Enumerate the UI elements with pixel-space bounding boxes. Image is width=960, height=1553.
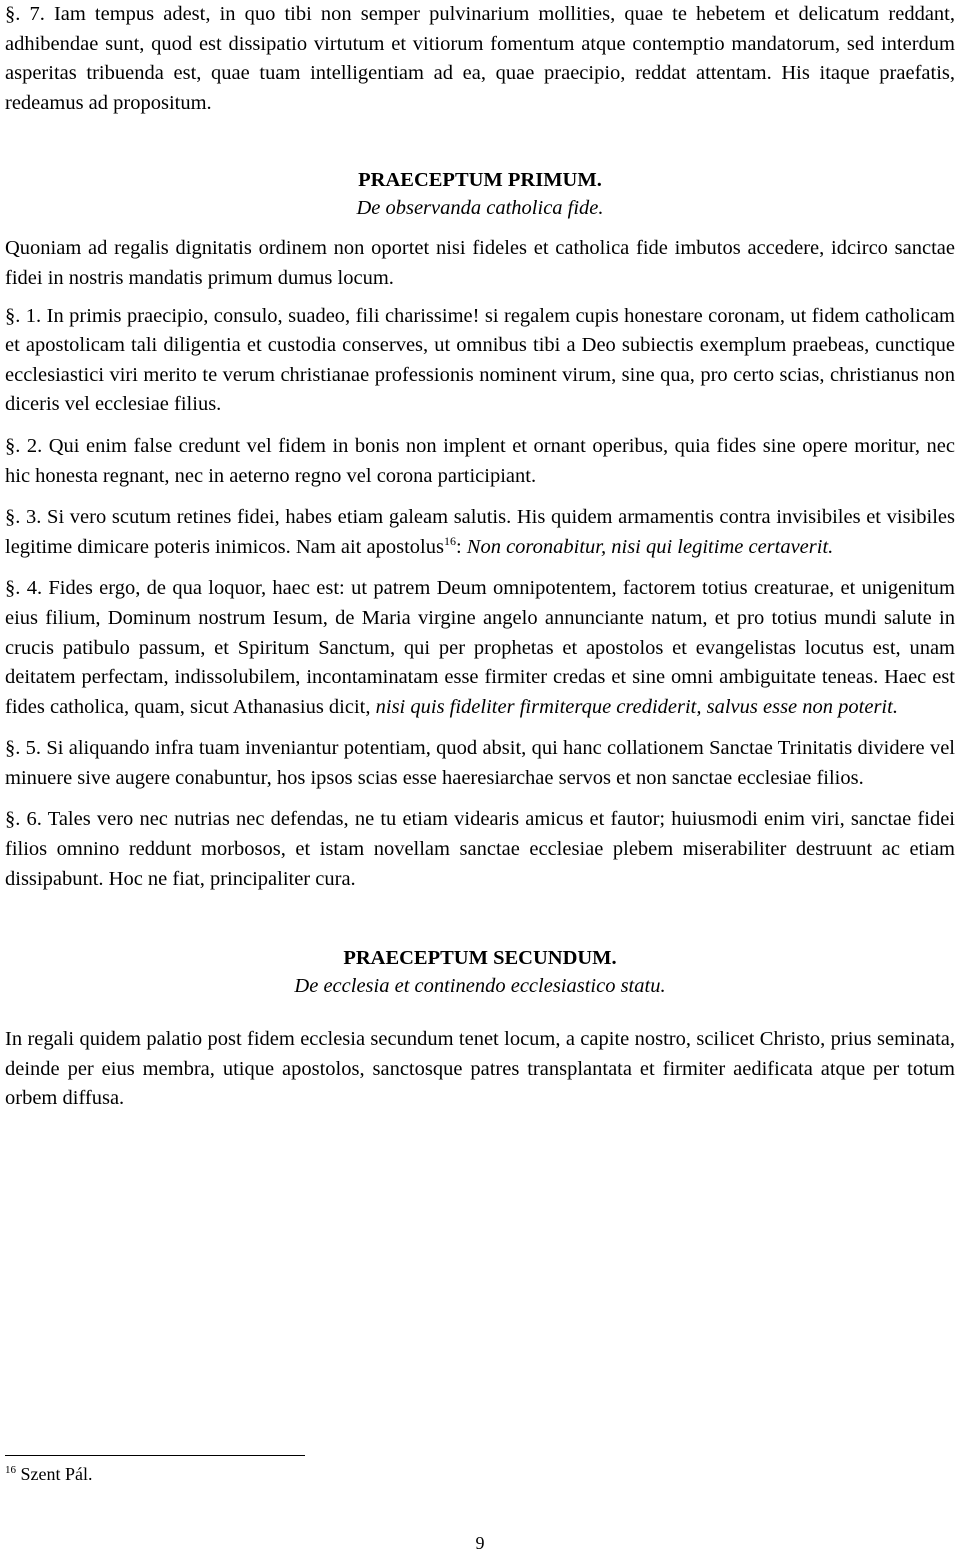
document-page (5, 0, 955, 1114)
section-1-paragraph-5: §. 5. Si aliquando infra tuam inveniantur potentiam, quod absit, qui hanc collationem Sanctae Trinitatis dividere vel minuere sive augere conabuntur, hos ipsos scias esse haeresiarchae servos et non sanctae ecclesiae filios. (5, 737, 955, 789)
section-1-paragraph-6: §. 6. Tales vero nec nutrias nec defendas, ne tu etiam videaris amicus et fautor; huiusmodi enim viri, sanctae fidei filios omnino reddunt morbosos, et istam novellam sanctae ecclesiae plebem miserabiliter destruunt ac etiam dissipabunt. Hoc ne fiat, principaliter cura. (5, 808, 955, 890)
paragraph-3-text: §. 3. Si vero scutum retines fidei, habes etiam galeam salutis. His quidem armamentis contra invisibiles et visibiles legitime dimicare poteris inimicos. Nam ait apostolus (5, 506, 955, 558)
footnote-text: Szent Pál. (16, 1464, 93, 1484)
footnote (5, 1462, 93, 1486)
paragraph-4-text: §. 4. Fides ergo, de qua loquor, haec est: ut patrem Deum omnipotentem, factorem totius creaturae, et unigenitum eius filium, Dominum nostrum Iesum, de Maria virgine angelo annunciante natum, et pro totius mundi salute in crucis patibulo passum, et Spiritum Sanctum, qui per prophetas et apostolos et evangelistas locutus est, unam deitatem perfectam, indissolubilem, incontaminatam esse firmiter credas et sine omni ambiguitate teneas. Haec est fides catholica, quam, sicut Athanasius dicit, (5, 577, 955, 718)
paragraph-3-colon: : (455, 535, 467, 558)
section-1-intro: Quoniam ad regalis dignitatis ordinem non oportet nisi fideles et catholica fide imbutos accedere, idcirco sanctae fidei in nostris mandatis primum dumus locum. (5, 237, 955, 289)
section-2-subtitle: De ecclesia et continendo ecclesiastico statu. (294, 975, 666, 998)
section-1-paragraph-3 (5, 503, 955, 562)
footnote-marker: 16 (5, 1464, 16, 1476)
section-1-subtitle: De observanda catholica fide. (356, 197, 604, 220)
section-2-intro: In regali quidem palatio post fidem ecclesia secundum tenet locum, a capite nostro, scilicet Christo, prius seminata, deinde per eius membra, utique apostolos, sanctosque patres transplantata et firmiter aedificata atque per totum orbem diffusa. (5, 1028, 955, 1110)
section-1-paragraph-1: §. 1. In primis praecipio, consulo, suadeo, fili charissime! si regalem cupis honestare coronam, ut fidem catholicam et apostolicam tali diligentia et custodia conserves, ut omnibus tibi a Deo subiectis exemplum praebeas, cunctique ecclesiastici viri merito te verum christianae professionis nominent virum, sine qua, pro certo scias, christianus non diceris vel ecclesiae filius. (5, 304, 955, 416)
section-1-paragraph-2: §. 2. Qui enim false credunt vel fidem in bonis non implent et ornant operibus, quia fides sine opere moritur, nec hic honesta regnant, nec in aeterno regno vel corona participiant. (5, 434, 955, 487)
section-1-title: PRAECEPTUM PRIMUM. (358, 169, 602, 192)
paragraph-4-quote: nisi quis fideliter firmiterque crediderit, salvus esse non poterit. (375, 695, 898, 718)
page-number: 9 (475, 1533, 485, 1553)
footnote-reference: 16 (443, 533, 456, 548)
footnote-separator (5, 1455, 305, 1456)
section-1-paragraph-4 (5, 574, 955, 722)
paragraph-7: §. 7. Iam tempus adest, in quo tibi non semper pulvinarium mollities, quae te hebetem et delicatum reddant, adhibendae sunt, quod est dissipatio virtutum et vitiorum fomentum atque contemptio mandatorum, sed interdum asperitas tribuenda est, quae tuam intelligentiam ad ea, quae praecipio, reddat attentam. His itaque praefatis, redeamus ad propositum. (5, 3, 955, 114)
section-2-title: PRAECEPTUM SECUNDUM. (343, 947, 617, 970)
paragraph-3-quote: Non coronabitur, nisi qui legitime certaverit. (466, 535, 834, 558)
